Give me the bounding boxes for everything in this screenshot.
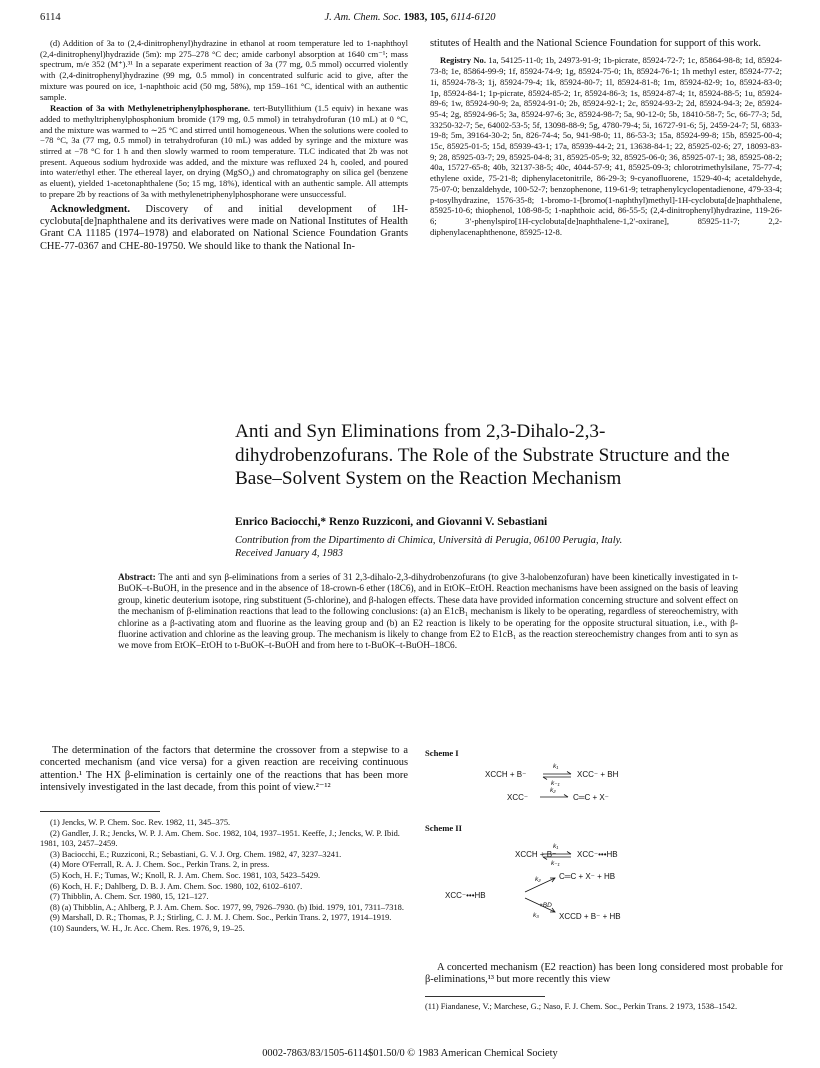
mechanism-paragraph: A concerted mechanism (E2 reaction) has been long considered most probable for β-eliminations,¹³ but more recently this view — [425, 962, 783, 986]
journal-citation — [40, 12, 780, 23]
scheme-2-k3: k₃ — [533, 912, 539, 919]
page-footer: 0002-7863/83/1505-6114$01.50/0 © 1983 American Chemical Society — [262, 1048, 558, 1059]
footnote-rule — [40, 811, 160, 812]
scheme-2-ion-pair-intermediate: XCC⁻•••HB — [445, 891, 486, 900]
intro-paragraph: The determination of the factors that determine the crossover from a stepwise to a concerted mechanism (and vice versa) for a given reaction are receiving continuous attention.¹ The HX β-elimination is certainly one of the reactions that has been more intensively investigated in the last decade, from this point of view.²⁻¹² — [40, 745, 408, 793]
paragraph-reaction — [40, 103, 408, 199]
scheme-2-reactants: XCCH + B⁻ — [515, 850, 557, 859]
scheme-1-label: Scheme I — [425, 748, 459, 758]
running-header — [40, 12, 780, 28]
scheme-2-ion-pair: XCC⁻•••HB — [577, 850, 618, 859]
scheme-1-k2: k₂ — [550, 787, 556, 794]
reference-item: (8) (a) Thibblin, A.; Ahlberg, P. J. Am. Chem. Soc. 1977, 99, 7926–7930. (b) Ibid. 1979, 101, 7311–7318. — [50, 902, 404, 912]
registry-text: 1a, 54125-11-0; 1b, 24973-91-9; 1b-picrate, 85924-72-7; 1c, 85864-98-8; 1d, 85924-73-8; 1e, 85864-99-9; 1f, 85924-74-9; 1g, 85924-75-0; 1h, 85924-76-1; 1h methyl ester, 85924-77-2; 1i, 85924-78-3; 1j, 85924-79-4; 1k, 85924-80-7; 1l, 85924-81-8; 1m, 85924-82-9; 1o, 85924-83-0; 1p, 85924-84-1; 1p-picrate, 85924-85-2; 1r, 85924-86-3; 1s, 85924-87-4; 1t, 85924-88-5; 1u, 85924-89-6; 1w, 85924-90-9; 2a, 85924-91-0; 2b, 85924-92-1; 2c, 85924-93-2; 2d, 85924-94-3; 2e, 85924-95-4; 2g, 85924-96-5; 3a, 85924-97-6; 3c, 85924-98-7; 5a, 90-12-0; 5b, 18410-58-7; 5c, 66-77-3; 5d, 33250-32-7; 5e, 64002-53-5; 5f, 13098-88-9; 5g, 4780-79-4; 5i, 16727-91-6; 5j, 2459-24-7; 5l, 6833-19-8; 5m, 39164-30-2; 5n, 826-74-4; 5o, 941-98-0; 11, 86-53-3; 15a, 85924-99-8; 15b, 85925-00-4; 15c, 85925-01-5; 15d, 85939-43-1; 17a, 85939-44-2; 21, 13638-84-1; 22, 85925-02-6; 27, 18093-83-9; 28, 85925-03-7; 29, 85925-04-8; 31, 85925-05-9; 32, 85925-06-0; 36, 85925-07-1; 38, 85925-08-2; 40a, 15727-65-8; 40b, 32137-38-5; 40c, 4044-57-9; 41, 85925-09-3; chlorotrimethylsilane, 75-77-4; ethylene oxide, 75-21-8; diphenylacetonitrile, 86-29-3; 9-cyanofluorene, 1529-40-4; acetaldehyde, 75-07-0; benzaldehyde, 100-52-7; benzophenone, 119-61-9; tetraphenylcyclopentadienone, 479-33-4; p-tosylhydrazine, 1576-35-8; 1-bromo-1-[bromo(1-naphthyl)methyl]-1H-cyclobuta[de]naphthalene, 85925-10-6; thiophenol, 108-98-5; 1-naphthoic acid, 86-55-5; (2,4-dinitrophenyl)hydrazine, 119-26-6; 3′-phenylspiro[1H-cyclobuta[de]naphthalene-1,2′-oxirane], 85925-11-7; 2,2-diphenylacenaphthenone, 85925-12-8. — [430, 55, 782, 237]
scheme-2-k1: k₁ — [553, 843, 559, 850]
article-authors: Enrico Baciocchi,* Renzo Ruzziconi, and Giovanni V. Sebastiani — [235, 516, 548, 528]
paragraph-text: tert-Butyllithium (1.5 equiv) in hexane was added to methyltriphenylphosphonium bromide (179 mg, 0.5 mmol) in tetrahydrofuran (10 mL) at 0 °C, and the mixture was warmed to ∼25 °C and stirred until homogeneous. When the solutions were cooled to −78 °C, 3a (77 mg, 0.5 mmol) in tetrahydrofuran (10 mL) was added by syringe and the mixture was stirred at −78 °C for 1 h and then slowly warmed to room temperature. TLC indicated that 2b was not present. Aqueous sodium hydroxide was added, and the mixture was refluxed 24 h, cooled, and poured into water/ethyl ether. The ethereal layer, on drying (MgSO₄) and chromatography on silica gel (benzene as eluent), yielded 1-acetonaphthalene (5o; 15 mg, 18%), identical with an authentic sample. All attempts to prepare 2b by reactions of 3a with methylenetriphenylphosphorane were unsuccessful. — [40, 103, 408, 199]
scheme-2-elimination-products: C═C + X⁻ + HB — [559, 872, 616, 881]
reference-item: (3) Baciocchi, E.; Ruzziconi, R.; Sebastiani, G. V. J. Org. Chem. 1982, 47, 3237–3241. — [50, 849, 342, 859]
page-number: 6114 — [40, 12, 61, 23]
reference-item: (6) Koch, H. F.; Dahlberg, D. B. J. Am. Chem. Soc. 1980, 102, 6102–6107. — [50, 881, 303, 891]
references-list — [40, 818, 408, 935]
article-affiliation — [235, 534, 795, 560]
previous-article-experimental — [40, 38, 408, 254]
registry-numbers — [430, 55, 782, 237]
acknowledgment-heading: Acknowledgment. — [50, 203, 130, 215]
received-date: Received January 4, 1983 — [235, 548, 343, 559]
scheme-1-carbanion: XCC⁻ — [507, 793, 529, 802]
abstract — [118, 573, 738, 653]
previous-article-registry — [430, 38, 782, 238]
scheme-2-bd: +BD — [539, 902, 552, 909]
reference-item: (1) Jencks, W. P. Chem. Soc. Rev. 1982, 11, 345–375. — [50, 818, 231, 827]
scheme-1-alkene: C═C + X⁻ — [573, 793, 609, 802]
abstract-heading: Abstract: — [118, 573, 156, 583]
footnote-rule-right — [425, 996, 545, 997]
affiliation-text: Contribution from the Dipartimento di Chimica, Università di Perugia, 06100 Perugia, Italy. — [235, 535, 623, 546]
scheme-2-label: Scheme II — [425, 823, 462, 833]
journal-year-volume: 1983, 105, — [403, 12, 449, 23]
reference-11: (11) Fiandanese, V.; Marchese, G.; Naso, F. J. Chem. Soc., Perkin Trans. 2 1973, 1538–1542. — [425, 1002, 738, 1011]
scheme-1-products: XCC⁻ + BH — [577, 770, 619, 779]
reference-item: (5) Koch, H. F.; Tumas, W.; Knoll, R. J. Am. Chem. Soc. 1981, 103, 5423–5429. — [50, 870, 321, 880]
acknowledgment-text: Discovery of and initial development of 1H-cyclobuta[de]naphthalene and its derivatives were made on National Institutes of Health Grant CA 11185 (1974–1978) and elaborated on National Science Foundation Grants CHE-77-0367 and CHE-80-19750. We should like to thank the National In- — [40, 203, 408, 252]
scheme-2-exchange-products: XCCD + B⁻ + HB — [559, 912, 621, 921]
journal-name: J. Am. Chem. Soc. — [324, 12, 401, 23]
scheme-2 — [425, 840, 785, 940]
reference-item: (10) Saunders, W. H., Jr. Acc. Chem. Res. 1976, 9, 19–25. — [50, 923, 245, 933]
paragraph-addition: (d) Addition of 3a to (2,4-dinitrophenyl)hydrazine in ethanol at room temperature led to 1-naphthoyl (2,4-dinitrophenyl)hydrazide (5m): mp 275–278 °C dec; amide carbonyl absorption at 1640 cm⁻¹; mass spectrum, m/e 352 (M⁺).³¹ In a separate experiment reaction of 3a (77 mg, 0.5 mmol) occurred violently with (2,4-dinitrophenyl)hydrazine (99 mg, 0.5 mmol) in concentrated sulfuric acid to give, after the mixture was poured on ice, 1-naphthoic acid (50 mg, 58%), mp 159–161 °C, identical with an authentic sample. — [40, 38, 408, 102]
scheme-2-k-1: k₋₁ — [551, 860, 560, 867]
paragraph-heading: Reaction of 3a with Methylenetriphenylphosphorane. — [50, 103, 251, 114]
scheme-2-k2: k₂ — [535, 876, 541, 883]
reference-item: (7) Thibblin, A. Chem. Scr. 1980, 15, 121–127. — [50, 892, 209, 902]
scheme-1-k-1: k₋₁ — [551, 780, 560, 787]
reference-item: (2) Gandler, J. R.; Jencks, W. P. J. Am. Chem. Soc. 1982, 104, 1937–1951. Keeffe, J.; Jencks, W. P. Ibid. 1981, 103, 2457–2459. — [40, 828, 400, 849]
acknowledgment — [40, 204, 408, 254]
article-title: Anti and Syn Eliminations from 2,3-Dihalo-2,3-dihydrobenzofurans. The Role of the Substrate Structure and the Base–Solvent System on the Reaction Mechanism — [235, 421, 730, 489]
right-column-text — [425, 962, 783, 987]
scheme-1 — [425, 765, 785, 825]
abstract-text: The anti and syn β-eliminations from a series of 31 2,3-dihalo-2,3-dihydrobenzofurans (to give 3-halobenzofuran) have been kinetically investigated in t-BuOK–t-BuOH, in the presence and in the absence of 18-crown-6 ether (18C6), and in EtOK–EtOH. Reaction mechanisms have been assigned on the basis of leaving group, kinetic deuterium isotope, ring substituent (5-chlorine), and β-halogen effects. These data have provided information concerning structure and solvent effect on the mechanism of β-elimination reactions that lead to the following conclusions: (a) an E1cB₁ mechanism is likely to be operating, regardless of stereochemistry, with chlorine as a β-activating atom and fluorine as the leaving group and (b) an E2 reaction is likely to be operating for the opposite structural situation, i.e., with β-fluorine activation and chlorine as the leaving group. The mechanism is likely to change from E2 to E1cB₁ as the reaction stereochemistry changes from anti to syn as we move from EtOK–EtOH to t-BuOK–t-BuOH and from here to t-BuOK–t-BuOH–18C6. — [118, 573, 738, 652]
reference-item: (4) More O'Ferrall, R. A. J. Chem. Soc., Perkin Trans. 2, in press. — [50, 860, 270, 870]
acknowledgment-continued: stitutes of Health and the National Science Foundation for support of this work. — [430, 38, 761, 49]
registry-heading: Registry No. — [440, 55, 486, 66]
scheme-1-reactants: XCCH + B⁻ — [485, 770, 527, 779]
reference-item: (9) Marshall, D. R.; Thomas, P. J.; Stirling, C. J. M. J. Chem. Soc., Perkin Trans. 2, 1977, 1914–1919. — [50, 913, 392, 923]
scheme-1-k1: k₁ — [553, 763, 559, 770]
journal-pages: 6114-6120 — [450, 12, 496, 23]
introduction — [40, 745, 408, 794]
